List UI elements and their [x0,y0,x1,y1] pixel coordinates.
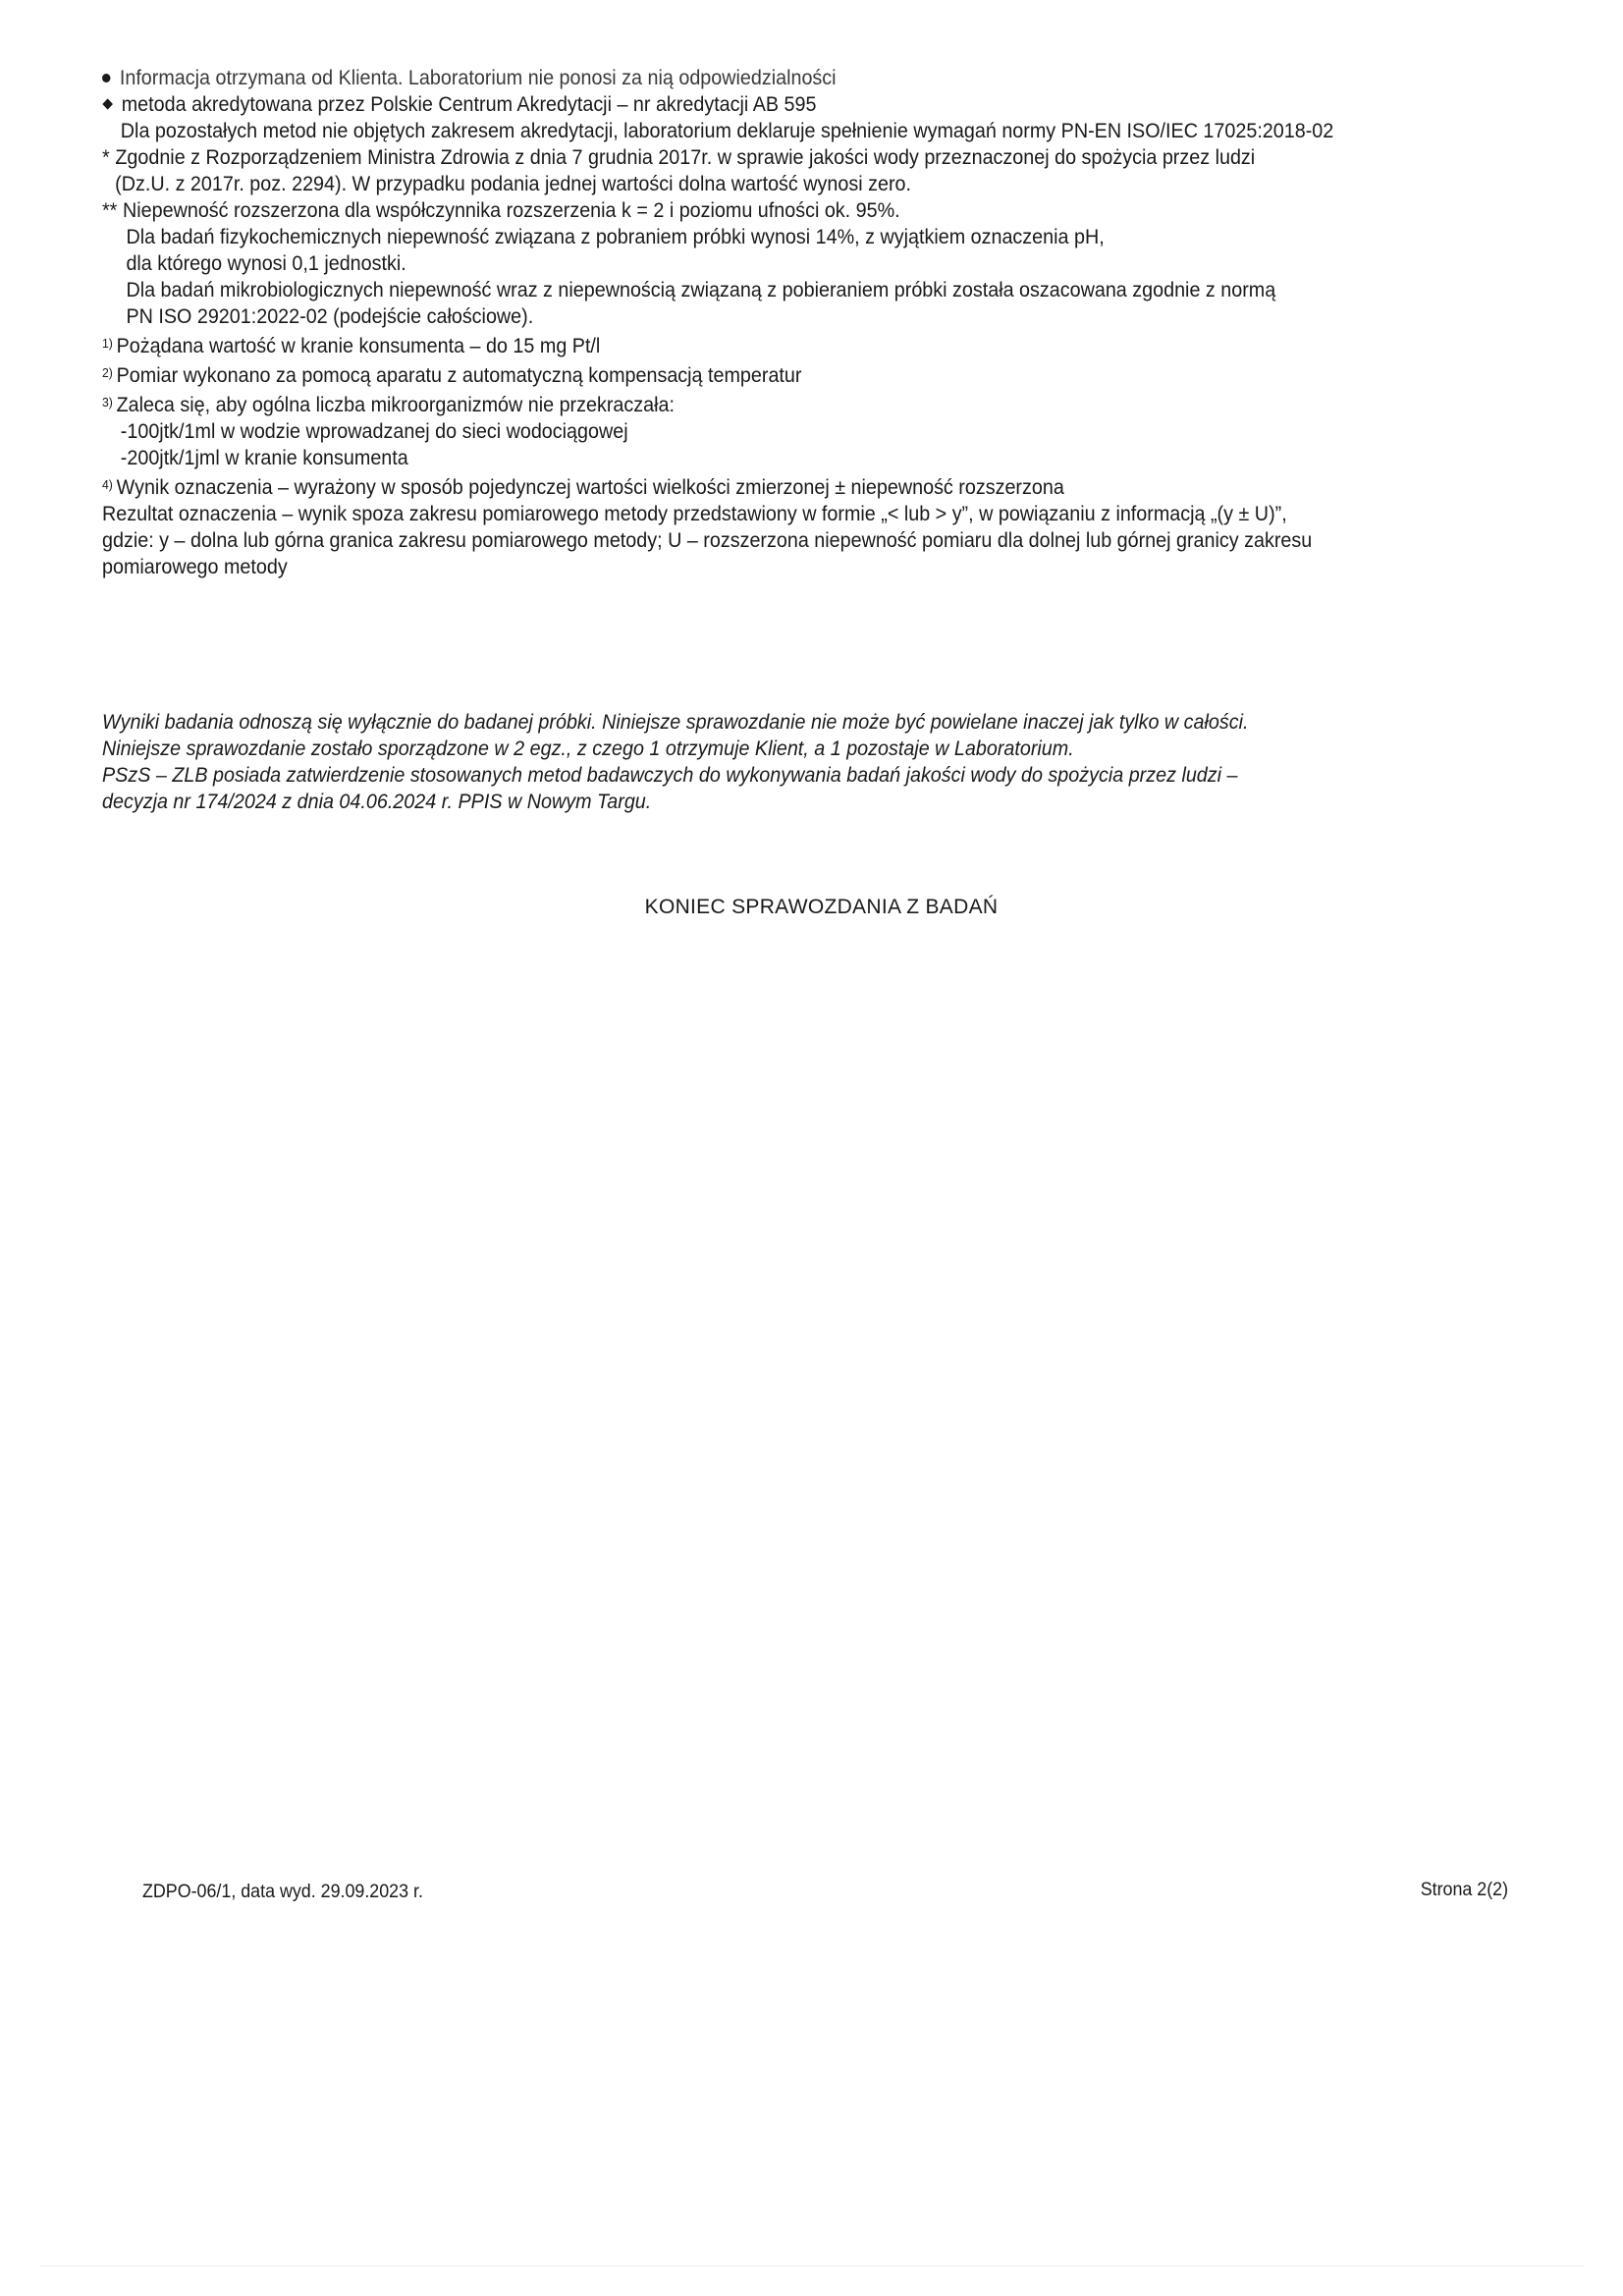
result-note-line-3: pomiarowego metody [102,556,288,578]
footnote-2-text: Pomiar wykonano za pomocą aparatu z automatyczną kompensacją temperatur [116,364,802,387]
note-regulation-text: Zgodnie z Rozporządzeniem Ministra Zdrowia z dnia 7 grudnia 2017r. w sprawie jakości wody przeznaczonej do spożycia przez ludzi [115,146,1256,169]
closing-line-1: Wyniki badania odnoszą się wyłącznie do badanej próbki. Niniejsze sprawozdanie nie może być powielane inaczej jak tylko w całości. [102,711,1249,734]
footnote-3-item-tap: -200jtk/1jml w kranie konsumenta [120,447,408,469]
footnote-3-text: Zaleca się, aby ogólna liczba mikroorganizmów nie przekraczała: [116,394,675,416]
note-client-info [102,65,1459,91]
footnotes-section [102,65,1459,580]
footnote-1-marker: 1) [102,336,113,351]
note-uncertainty-ph: dla którego wynosi 0,1 jednostki. [126,252,406,275]
footnote-1 [102,330,1459,359]
footnote-4-marker: 4) [102,477,113,492]
scan-edge-divider [39,2266,1584,2267]
double-asterisk-marker: ** [102,199,118,222]
footnote-3-item-network: -100jtk/1ml w wodzie wprowadzanej do sieci wodociągowej [120,420,628,443]
note-accredited-method [102,91,1459,118]
closing-statements [102,709,1459,815]
result-note-line-2: gdzie: y – dolna lub górna granica zakresu pomiarowego metody; U – rozszerzona niepewność pomiaru dla dolnej lub górnej granicy zakresu [102,529,1313,552]
closing-line-3: PSzS – ZLB posiada zatwierdzenie stosowanych metod badawczych do wykonywania badań jakości wody do spożycia przez ludzi – [102,764,1238,787]
footnote-3-marker: 3) [102,395,113,410]
closing-line-4: decyzja nr 174/2024 z dnia 04.06.2024 r. PPIS w Nowym Targu. [102,791,652,813]
note-regulation [102,144,1459,171]
note-uncertainty-standard: PN ISO 29201:2022-02 (podejście całościowe). [126,305,534,328]
note-uncertainty-physchem: Dla badań fizykochemicznych niepewność związana z pobraniem próbki wynosi 14%, z wyjątkiem oznaczenia pH, [126,226,1105,248]
note-uncertainty-micro: Dla badań mikrobiologicznych niepewność wraz z niepewnością związaną z pobieraniem próbki została oszacowana zgodnie z normą [126,279,1276,301]
footer-form-id: ZDPO-06/1, data wyd. 29.09.2023 r. [142,1882,423,1902]
footnote-4 [102,471,1459,501]
note-accredited-method-text: metoda akredytowana przez Polskie Centrum Akredytacji – nr akredytacji AB 595 [121,93,817,116]
footnote-3 [102,389,1459,418]
footnote-2 [102,359,1459,389]
footnote-1-text: Pożądana wartość w kranie konsumenta – do 15 mg Pt/l [116,335,601,357]
footer-page-number: Strona 2(2) [1420,1880,1508,1900]
footnote-2-marker: 2) [102,365,113,380]
report-end-title: KONIEC SPRAWOZDANIA Z BADAŃ [644,896,999,918]
result-note-line-1: Rezultat oznaczenia – wynik spoza zakresu pomiarowego metody przedstawiony w formie „< lub > y”, w powiązaniu z informacją „(y ± U)”, [102,503,1287,525]
note-uncertainty-text: Niepewność rozszerzona dla współczynnika rozszerzenia k = 2 i poziomu ufności ok. 95%. [123,199,900,222]
round-bullet-icon [102,74,110,82]
closing-line-2: Niniejsze sprawozdanie zostało sporządzone w 2 egz., z czego 1 otrzymuje Klient, a 1 pozostaje w Laboratorium. [102,738,1074,760]
note-client-info-text: Informacja otrzymana od Klienta. Laboratorium nie ponosi za nią odpowiedzialności [119,67,837,89]
note-regulation-cont: (Dz.U. z 2017r. poz. 2294). W przypadku podania jednej wartości dolna wartość wynosi zero. [115,173,911,195]
diamond-bullet-icon [102,99,113,110]
note-uncertainty [102,197,1459,224]
note-other-methods: Dla pozostałych metod nie objętych zakresem akredytacji, laboratorium deklaruje spełnienie wymagań normy PN-EN ISO/IEC 17025:2018-02 [120,120,1334,142]
footnote-4-text: Wynik oznaczenia – wyrażony w sposób pojedynczej wartości wielkości zmierzonej ± niepewność rozszerzona [116,476,1064,499]
asterisk-marker: * [102,146,110,169]
